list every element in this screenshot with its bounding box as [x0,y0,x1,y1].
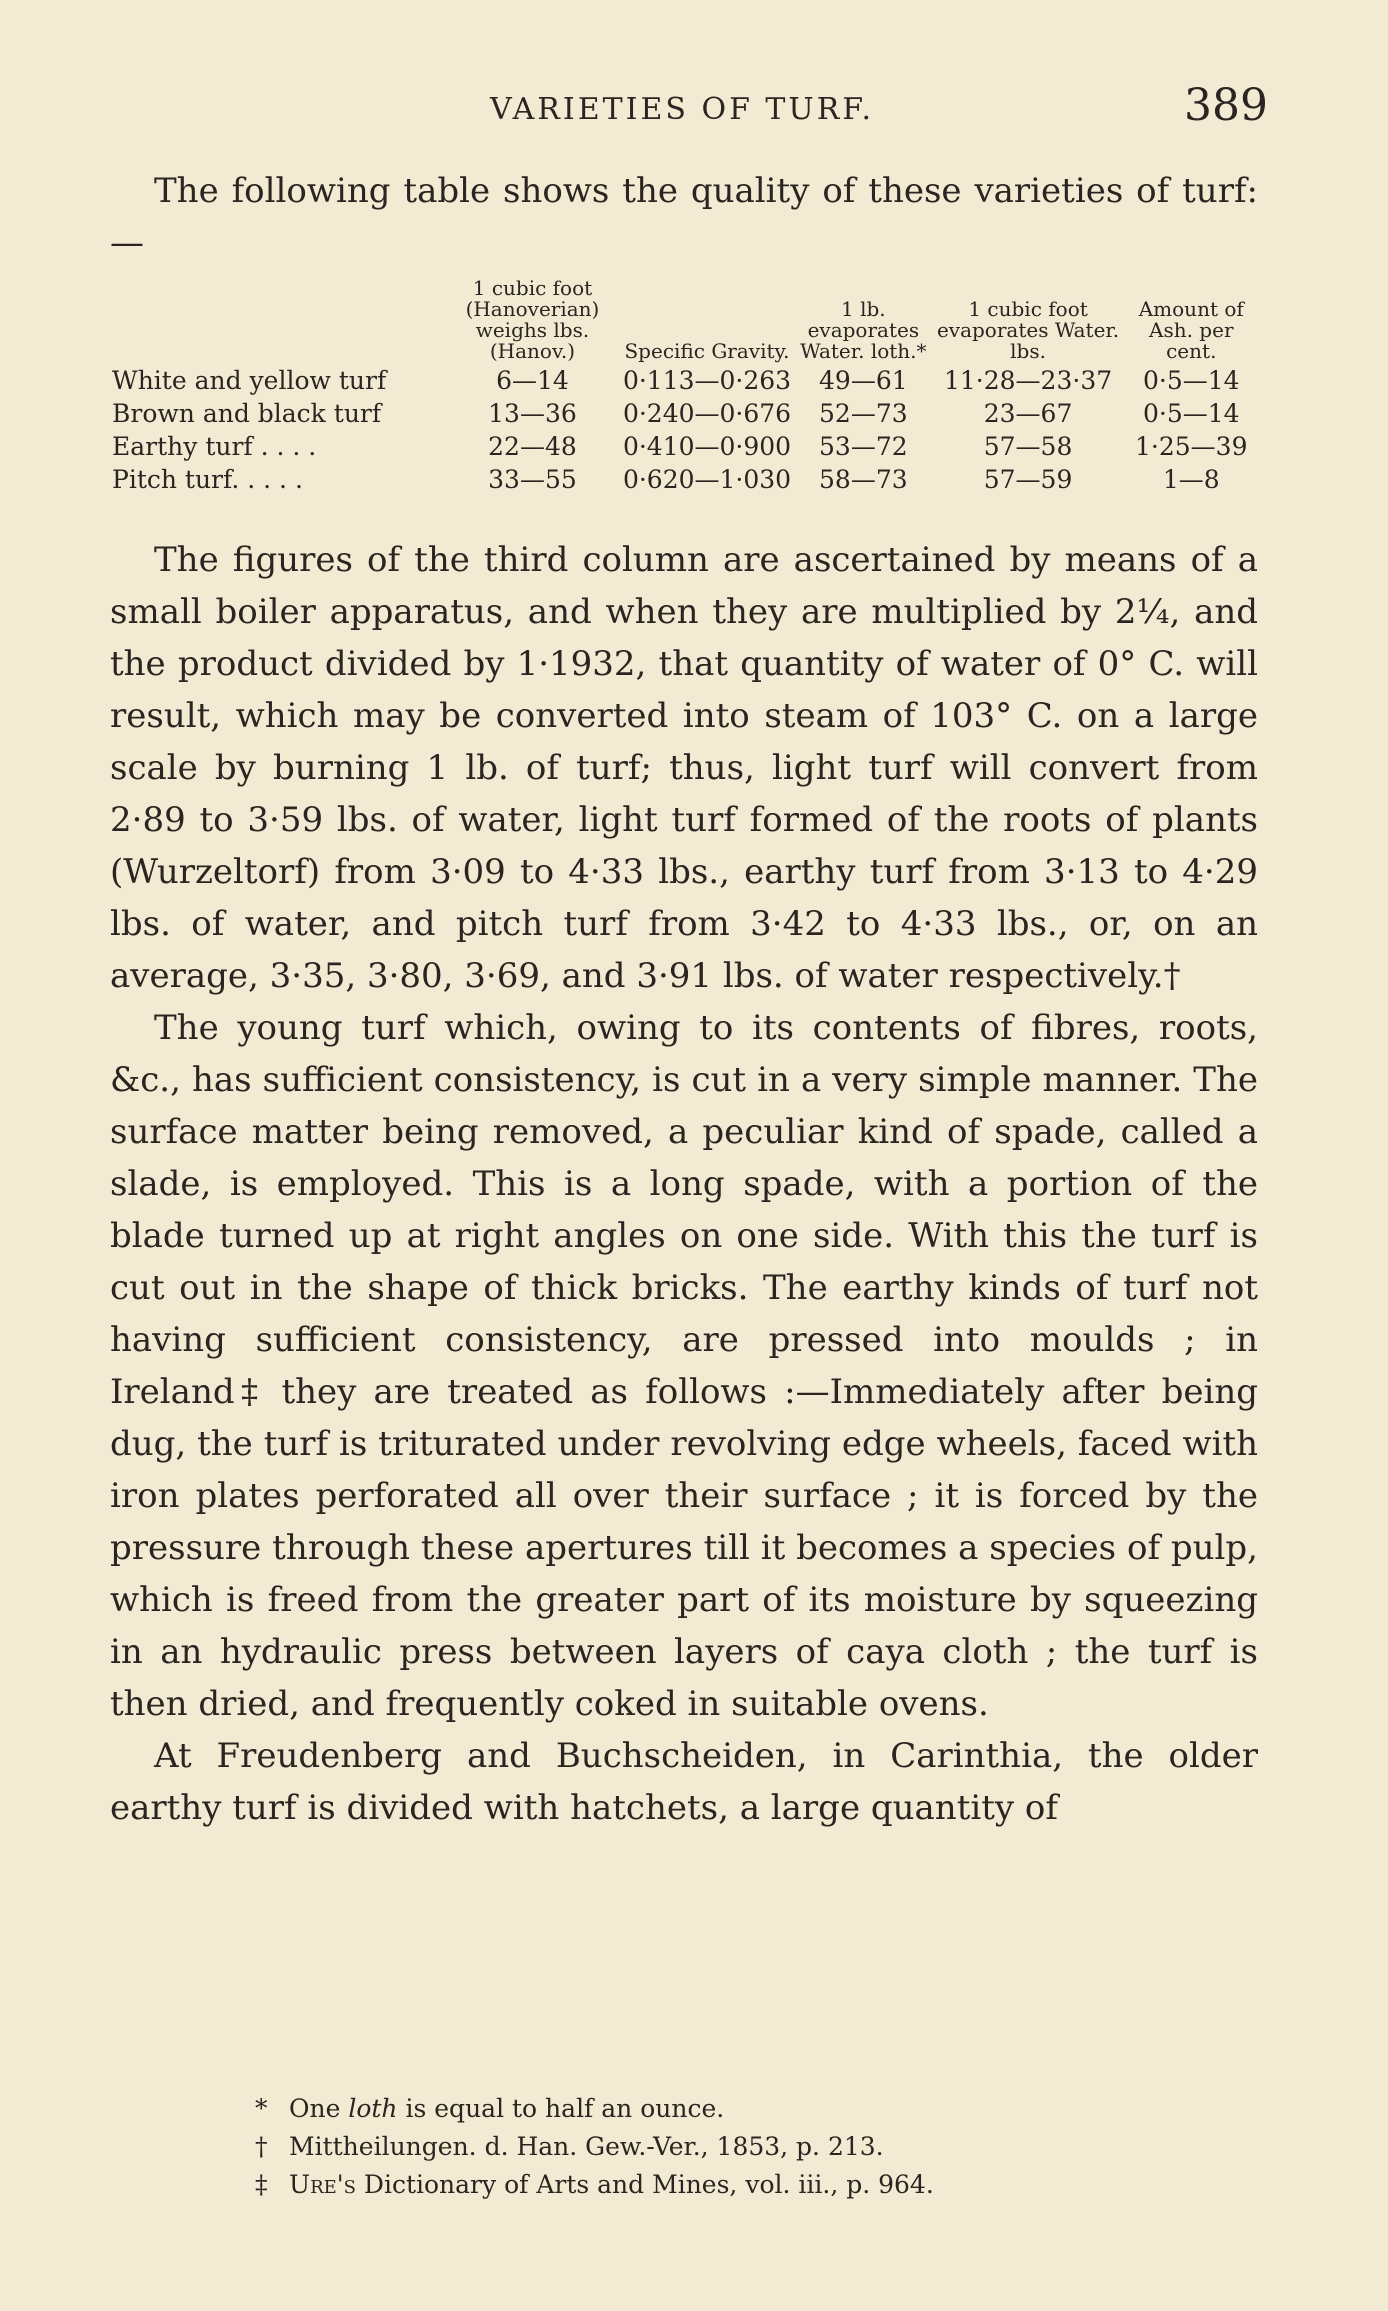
table-cell: 1—8 [1162,465,1220,494]
footnote-text: Dictionary of Arts and Mines, vol. iii., p. 964. [355,2170,934,2199]
footnote-text: One [289,2094,349,2123]
table-cell: 53—72 [819,432,908,461]
table-cell: 23—67 [983,399,1073,428]
table-header-cell: 1 lb. evaporates Water. loth.* [800,297,927,363]
footnote-ure [255,2166,934,2204]
table-header-row [108,278,1258,364]
footnotes [255,2090,934,2204]
table-row [108,430,1258,463]
footnote-mark: * [255,2094,268,2123]
table-header-cell: 1 cubic foot evaporates Water. lbs. [936,297,1120,363]
page-number: 389 [1184,80,1268,131]
table-cell: Pitch turf. . . . . [112,465,303,494]
footnote-mark: ‡ [255,2170,268,2199]
footnote-mittheilungen [255,2128,934,2166]
table-cell: 11·28—23·37 [943,366,1113,395]
table-cell: Earthy turf . . . . [112,432,317,461]
table-cell: 6—14 [496,366,569,395]
table-cell: 57—59 [983,465,1073,494]
footnote-mark: † [255,2132,268,2161]
page-header [110,80,1268,140]
paragraph-freudenberg: At Freudenberg and Buchscheiden, in Carinthia, the older earthy turf is divided with hatchets, a large quantity of [110,1736,1258,1828]
table-cell: 0·620—1·030 [622,465,792,494]
table-cell: White and yellow turf [112,366,387,395]
table-cell: 58—73 [819,465,908,494]
table-cell: 57—58 [983,432,1073,461]
table-row [108,397,1258,430]
table-cell: 1·25—39 [1135,432,1248,461]
paragraph-figures: The figures of the third column are ascertained by means of a small boiler apparatus, and when they are multiplied by 2¼, and the product divided by 1·1932, that quantity of water of 0° C. will result, which may be converted into steam of 103° C. on a large scale by burning 1 lb. of turf; thus, light turf will convert from 2·89 to 3·59 lbs. of water, light turf formed of the roots of plants (Wurzeltorf) from 3·09 to 4·33 lbs., earthy turf from 3·13 to 4·29 lbs. of water, and pitch turf from 3·42 to 4·33 lbs., or, on an average, 3·35, 3·80, 3·69, and 3·91 lbs. of water respectively.† [110,540,1258,996]
intro-text: The following table shows the quality of these varieties of turf:— [110,171,1258,263]
table-row [108,364,1258,397]
table-row [108,463,1258,496]
table-cell: 13—36 [488,399,577,428]
table-cell: 22—48 [488,432,577,461]
table-cell: 0·5—14 [1142,399,1240,428]
table-header-cell: Amount of Ash. per cent. [1138,297,1244,363]
table-cell: Brown and black turf [112,399,382,428]
table-cell: 0·240—0·676 [622,399,792,428]
intro-paragraph [110,165,1258,269]
paragraph-young-turf: The young turf which, owing to its contents of fibres, roots, &c., has sufficient consistency, is cut in a very simple manner. The surface matter being removed, a peculiar kind of spade, called a slade, is employed. This is a long spade, with a portion of the blade turned up at right angles on one side. With this the turf is cut out in the shape of thick bricks. The earthy kinds of turf not having sufficient consistency, are pressed into moulds ; in Ireland‡ they are treated as follows :—Immediately after being dug, the turf is triturated under revolving edge wheels, faced with iron plates perforated all over their surface ; it is forced by the pressure through these apertures till it becomes a species of pulp, which is freed from the greater part of its moisture by squeezing in an hydraulic press between layers of caya cloth ; the turf is then dried, and frequently coked in suitable ovens. [110,1008,1258,1724]
footnote-loth [255,2090,934,2128]
footnote-author: Ure's [289,2170,356,2199]
table-header-cell: Specific Gravity. [624,339,790,363]
table-cell: 49—61 [819,366,908,395]
table-cell: 52—73 [819,399,908,428]
table-header-cell: 1 cubic foot (Hanoverian) weighs lbs. (Hanov.) [465,276,600,363]
table-header-cell [108,278,446,364]
main-text [110,534,1258,1834]
table-cell: 0·113—0·263 [622,366,792,395]
table-cell: 0·5—14 [1142,366,1240,395]
table-cell: 33—55 [488,465,577,494]
running-head: VARIETIES OF TURF. [490,92,874,127]
table-cell: 0·410—0·900 [622,432,792,461]
turf-quality-table [108,278,1258,496]
footnote-text: Mittheilungen. d. Han. Gew.-Ver., 1853, p. 213. [289,2132,884,2161]
footnote-italic: loth [348,2094,398,2123]
footnote-text: is equal to half an ounce. [397,2094,725,2123]
